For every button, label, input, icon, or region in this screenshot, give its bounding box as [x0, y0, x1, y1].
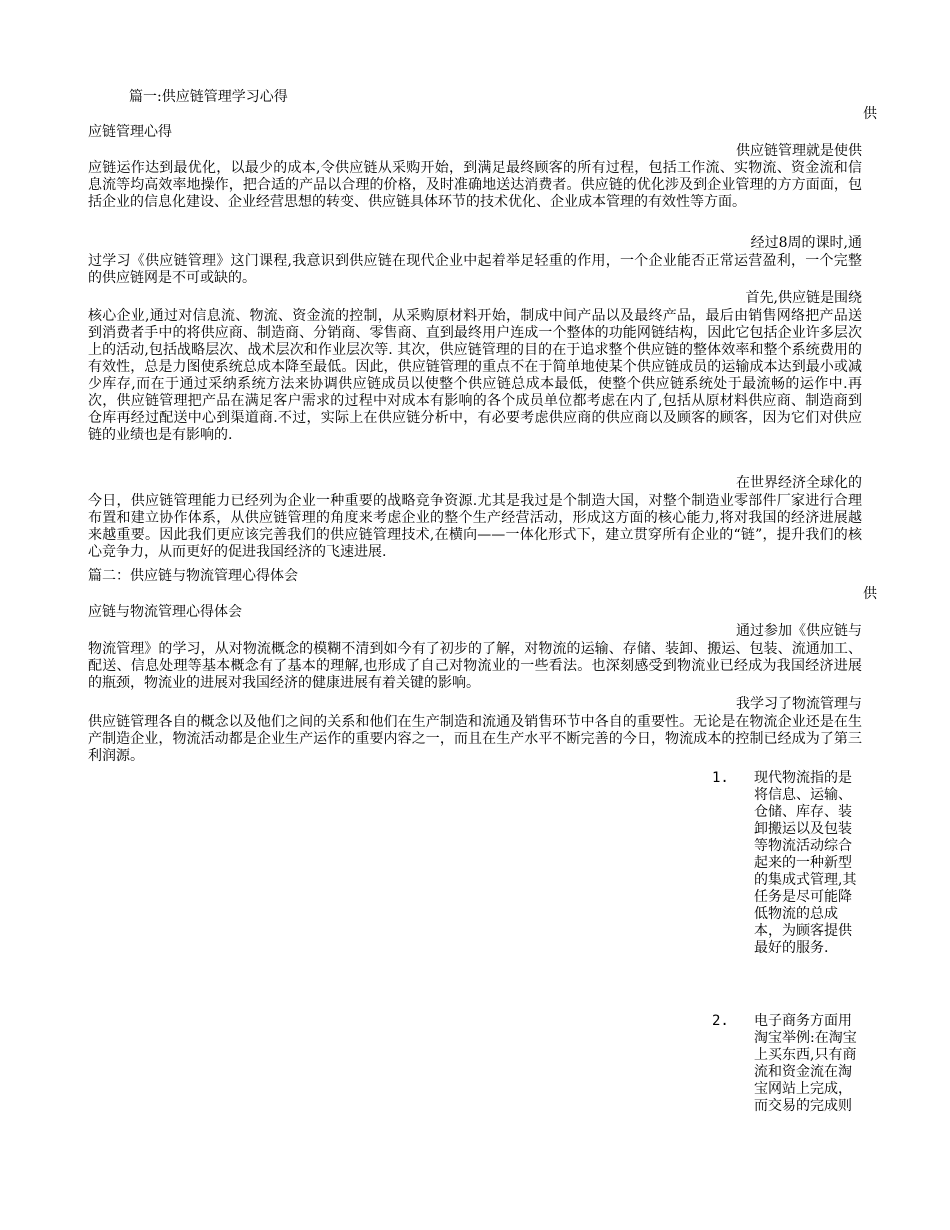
list-item: [712, 1013, 872, 1143]
section1-title: 篇一:供应链管理学习心得: [129, 89, 288, 105]
list-item: [712, 770, 872, 1010]
list-item-text: 现代物流指的是将信息、运输、仓储、库存、装卸搬运以及包装等物流活动综合起来的一种新型的集成式管理,其任务是尽可能降低物流的总成本，为顾客提供最好的服务.: [754, 770, 857, 956]
section1-heading-rest: 应链管理心得: [88, 124, 172, 140]
section1-heading-start: 供: [863, 106, 877, 122]
s1-p2-body: 过学习《供应链管理》这门课程,我意识到供应链在现代企业中起着举足轻重的作用，一个企业能否正常运营盈利，一个完整的供应链网是不可或缺的。: [88, 253, 862, 286]
s1-p1-start: 供应链管理就是使供: [736, 143, 862, 159]
section2-heading-rest: 应链与物流管理心得体会: [88, 604, 242, 620]
s2-p2-body: 供应链管理各自的概念以及他们之间的关系和他们在生产制造和流通及销售环节中各自的重要性。无论是在物流企业还是在生产制造企业，物流活动都是企业生产运作的重要内容之一，而且在生产水平不断完善的今日，物流成本的控制已经成为了第三利润源。: [88, 714, 862, 764]
s1-p3-start: 首先,供应链是围绕: [745, 290, 862, 306]
s2-p1-body: 物流管理》的学习，从对物流概念的模糊不清到如今有了初步的了解，对物流的运输、存储、装卸、搬运、包装、流通加工、配送、信息处理等基本概念有了基本的理解,也形成了自己对物流业的一些看法。也深刻感受到物流业已经成为我国经济进展的瓶颈，物流业的进展对我国经济的健康进展有着关键的影响。: [88, 641, 862, 691]
s1-p4-start: 在世界经济全球化的: [736, 475, 862, 491]
list-item-text: 电子商务方面用淘宝举例:在淘宝上买东西,只有商流和资金流在淘宝网站上完成，而交易的完成则: [754, 1013, 857, 1114]
s2-p2-start: 我学习了物流管理与: [736, 696, 862, 712]
list-item-number: 2.: [712, 1013, 729, 1029]
s2-p1-start: 通过参加《供应链与: [736, 623, 862, 639]
section2-title: 篇二：供应链与物流管理心得体会: [88, 568, 298, 584]
s1-p2-start: 经过8周的课时,通: [750, 235, 862, 251]
s1-p4-body: 今日，供应链管理能力已经列为企业一种重要的战略竞争资源.尤其是我过是个制造大国，对整个制造业零部件厂家进行合理布置和建立协作体系，从供应链管理的角度来考虑企业的整个生产经营活动，形成这方面的核心能力,将对我国的经济进展越来越重要。因此我们更应该完善我们的供应链管理技术,在横向——一体化形式下，建立贯穿所有企业的“链”，提升我们的核心竞争力，从而更好的促进我国经济的飞速进展.: [88, 493, 862, 560]
list-item-number: 1.: [712, 770, 729, 786]
s1-p3-body: 核心企业,通过对信息流、物流、资金流的控制，从采购原材料开始，制成中间产品以及最终产品，最后由销售网络把产品送到消费者手中的将供应商、制造商、分销商、零售商、直到最终用户连成一个整体的功能网链结构，因此它包括企业许多层次上的活动,包括战略层次、战术层次和作业层次等. 其次，供应链管理的目的在于追求整个供应链的整体效率和整个系统费用的有效性，总是力图使系统总成本降至最低。因此，供应链管理的重点不在于简单地使某个供应链成员的运输成本达到最小或减少库存,而在于通过采纳系统方法来协调供应链成员以使整个供应链总成本最低，使整个供应链系统处于最流畅的运作中.再次，供应链管理把产品在满足客户需求的过程中对成本有影响的各个成员单位都考虑在内了,包括从原材料供应商、制造商到仓库再经过配送中心到渠道商.不过，实际上在供应链分析中，有必要考虑供应商的供应商以及顾客的顾客，因为它们对供应链的业绩也是有影响的.: [88, 308, 862, 443]
section2-heading-start: 供: [863, 586, 877, 602]
s1-p1-body: 应链运作达到最优化，以最少的成本,令供应链从采购开始，到满足最终顾客的所有过程，包括工作流、实物流、资金流和信息流等均高效率地操作，把合适的产品以合理的价格，及时准确地送达消费者。供应链的优化涉及到企业管理的方方面面，包括企业的信息化建设、企业经营思想的转变、供应链具体环节的技术优化、企业成本管理的有效性等方面。: [88, 160, 862, 210]
